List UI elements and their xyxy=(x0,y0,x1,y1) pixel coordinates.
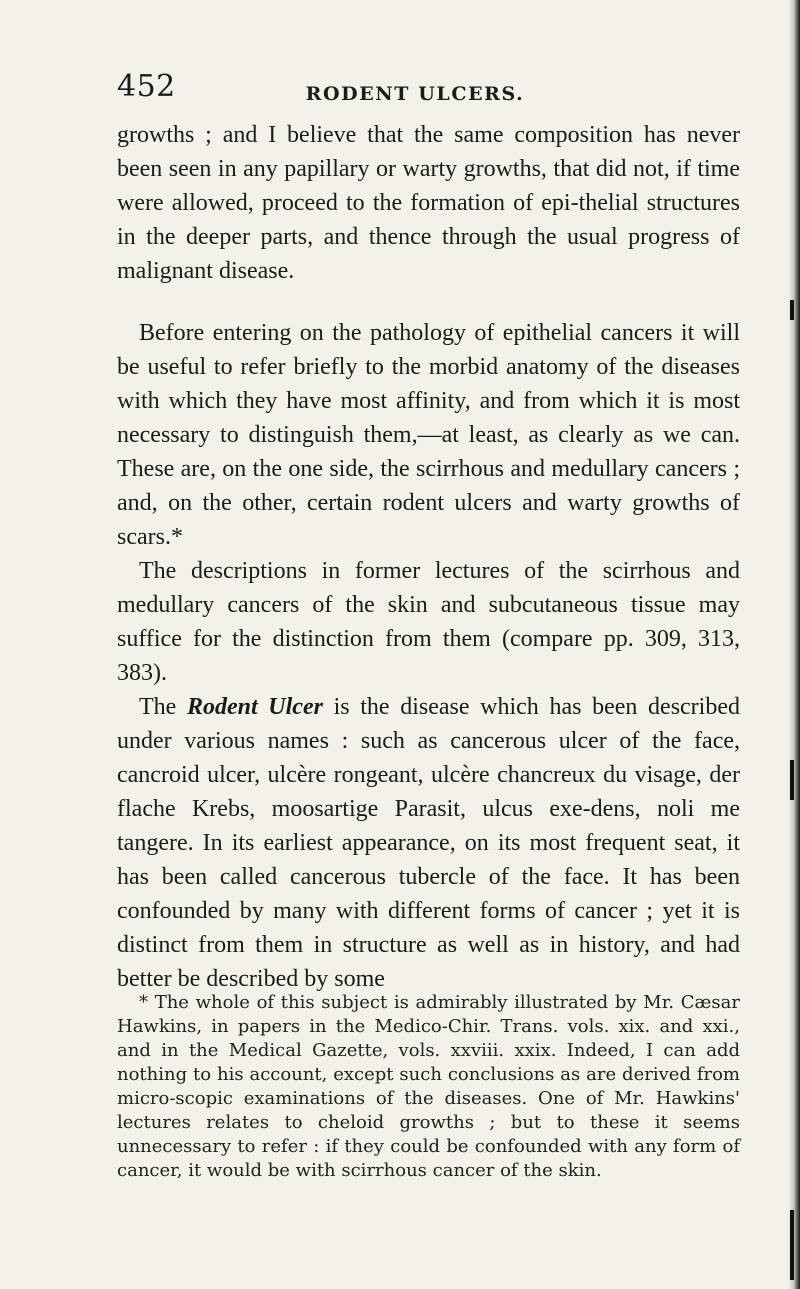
edge-mark xyxy=(790,300,794,320)
paragraph-gap xyxy=(117,288,740,316)
edge-mark xyxy=(790,1210,794,1280)
paragraph-4-rest: is the disease which has been described under various names : such as cancerous ulcer of the face, cancroid ulcer, ulcère rongeant, ulcère chancreux du visage, der flache Krebs, moosartige Parasit, ulcus exe-dens, noli me tangere. In its earliest appearance, on its most frequent seat, it has been called cancerous tubercle of the face. It has been confounded by many with different forms of cancer ; yet it is distinct from them in structure as well as in history, and had better be described by some xyxy=(117,694,740,992)
paragraph-4-intro: The xyxy=(139,694,187,720)
paragraph-2: Before entering on the pathology of epithelial cancers it will be useful to refer briefly to the morbid anatomy of the diseases with which they have most affinity, and from which it is most necessary to distinguish them,—at least, as clearly as we can. These are, on the one side, the scirrhous and medullary cancers ; and, on the other, certain rodent ulcers and warty growths of scars.* xyxy=(117,320,740,550)
rodent-ulcer-term: Rodent Ulcer xyxy=(186,694,323,720)
footnote xyxy=(117,991,740,1183)
paragraph-4 xyxy=(117,690,740,996)
paragraph-3: The descriptions in former lectures of the scirrhous and medullary cancers of the skin and subcutaneous tissue may suffice for the distinction from them (compare pp. 309, 313, 383). xyxy=(117,558,740,686)
edge-mark xyxy=(790,760,794,800)
page-edge-shadow xyxy=(788,0,800,1289)
paragraph-1: growths ; and I believe that the same composition has never been seen in any papillary or warty growths, that did not, if time were allowed, proceed to the formation of epi-thelial structures in the deeper parts, and thence through the usual progress of malignant disease. xyxy=(117,122,740,284)
page-number: 452 xyxy=(117,69,176,104)
footnote-marker: * xyxy=(139,992,148,1013)
main-text xyxy=(117,118,740,996)
footnote-text: The whole of this subject is admirably illustrated by Mr. Cæsar Hawkins, in papers in the Medico-Chir. Trans. vols. xix. and xxi., and in the Medical Gazette, vols. xxviii. xxix. Indeed, I can add nothing to his account, except such conclusions as are derived from micro-scopic examinations of the diseases. One of Mr. Hawkins' lectures relates to cheloid growths ; but to these it seems unnecessary to refer : if they could be confounded with any form of cancer, it would be with scirrhous cancer of the skin. xyxy=(117,992,740,1181)
running-title: RODENT ULCERS. xyxy=(305,83,525,105)
